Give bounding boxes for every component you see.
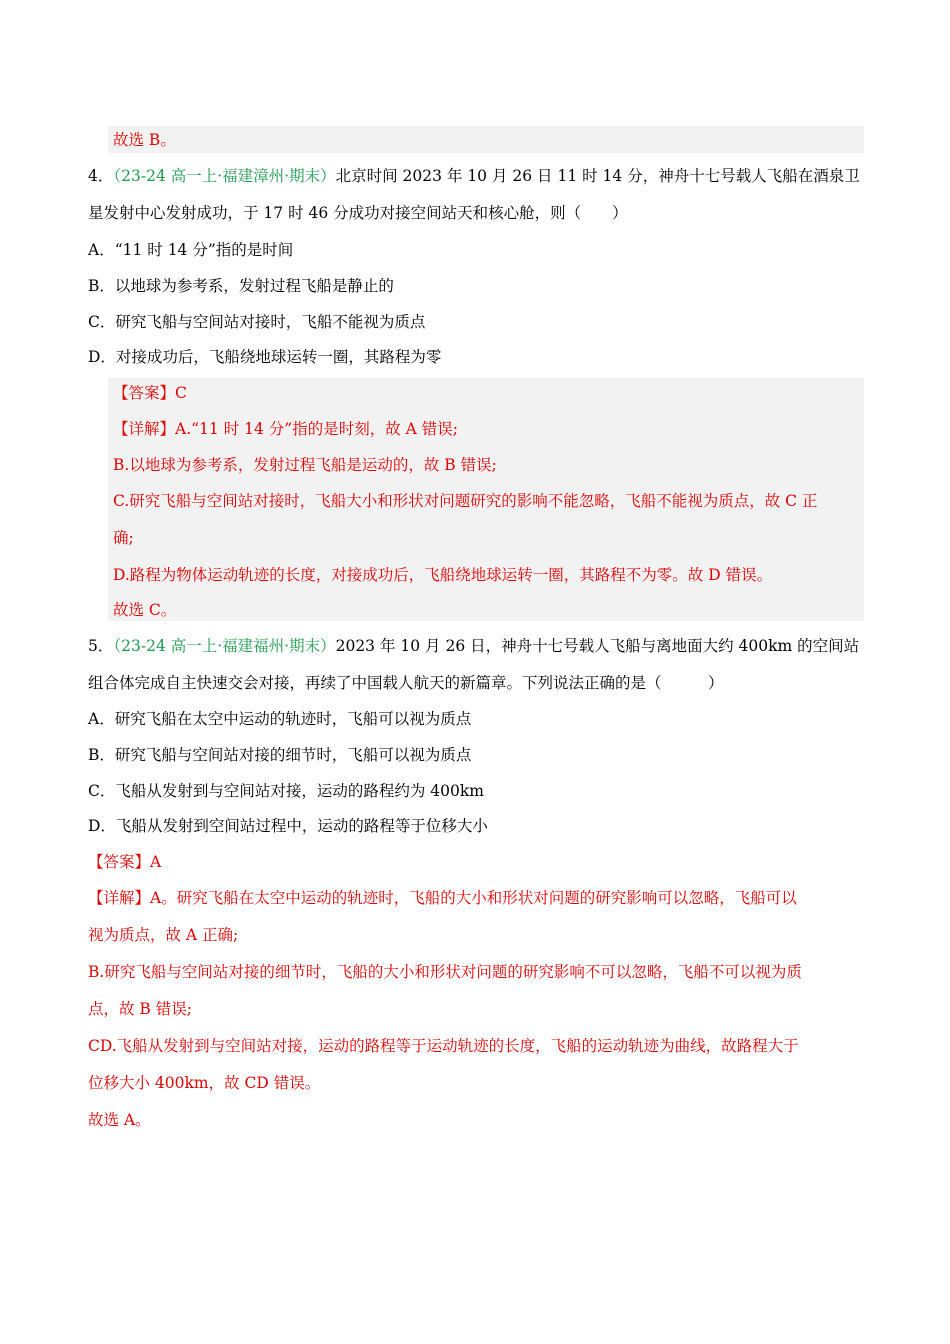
- q5-analysis-line: 点，故 B 错误;: [88, 1000, 192, 1018]
- q5-stem-text: 2023 年 10 月 26 日，神舟十七号载人飞船与离地面大约 400km 的空间站: [335, 637, 860, 655]
- q5-analysis-line: B.研究飞船与空间站对接的细节时，飞船的大小和形状对问题的研究影响不可以忽略，飞船不可以视为质: [88, 963, 802, 981]
- q4-stem-text: 北京时间 2023 年 10 月 26 日 11 时 14 分，神舟十七号载人飞船在酒泉卫: [335, 167, 860, 185]
- q4-stem-line2: 星发射中心发射成功，于 17 时 46 分成功对接空间站天和核心舱，则（ ）: [88, 204, 628, 222]
- q4-source: （23-24 高一上·福建漳州·期末）: [113, 167, 336, 185]
- q5-option-d: D．飞船从发射到空间站过程中，运动的路程等于位移大小: [88, 817, 488, 835]
- q5-answer: 【答案】A: [88, 853, 162, 871]
- q4-option-a: A．“11 时 14 分”指的是时间: [88, 241, 294, 259]
- q5-analysis-line: 位移大小 400km，故 CD 错误。: [88, 1074, 321, 1092]
- q5-number: 5．: [88, 637, 114, 655]
- q4-analysis-line: C.研究飞船与空间站对接时，飞船大小和形状对问题研究的影响不能忽略，飞船不能视为质点，故 C 正: [113, 492, 818, 510]
- q4-number: 4．: [88, 167, 114, 185]
- q4-stem-line1: [88, 166, 864, 186]
- q4-option-b: B．以地球为参考系，发射过程飞船是静止的: [88, 277, 394, 295]
- q5-stem-line1: [88, 636, 864, 656]
- q5-analysis-line: 【详解】A。研究飞船在太空中运动的轨迹时，飞船的大小和形状对问题的研究影响可以忽略，飞船可以: [88, 889, 797, 907]
- q4-answer: 【答案】C: [113, 384, 187, 402]
- q4-option-c: C．研究飞船与空间站对接时，飞船不能视为质点: [88, 313, 426, 331]
- q4-analysis-line: 【详解】A.“11 时 14 分”指的是时刻，故 A 错误;: [113, 420, 458, 438]
- q5-analysis-line: 视为质点，故 A 正确;: [88, 926, 239, 944]
- q4-option-d: D．对接成功后，飞船绕地球运转一圈，其路程为零: [88, 348, 442, 366]
- q5-conclusion: 故选 A。: [88, 1111, 151, 1129]
- q4-conclusion: 故选 C。: [113, 601, 177, 619]
- q4-analysis-line: B.以地球为参考系，发射过程飞船是运动的，故 B 错误;: [113, 456, 497, 474]
- q5-option-c: C．飞船从发射到与空间站对接，运动的路程约为 400km: [88, 782, 484, 800]
- q5-source: （23-24 高一上·福建福州·期末）: [113, 637, 336, 655]
- q5-analysis-line: CD.飞船从发射到与空间站对接，运动的路程等于运动轨迹的长度，飞船的运动轨迹为曲线，故路程大于: [88, 1037, 799, 1055]
- q5-option-a: A．研究飞船在太空中运动的轨迹时，飞船可以视为质点: [88, 710, 472, 728]
- previous-conclusion: 故选 B。: [113, 131, 176, 149]
- q5-option-b: B．研究飞船与空间站对接的细节时，飞船可以视为质点: [88, 746, 472, 764]
- q4-analysis-line: 确;: [113, 529, 134, 547]
- q5-stem-line2: 组合体完成自主快速交会对接，再续了中国载人航天的新篇章。下列说法正确的是（ ）: [88, 674, 724, 692]
- q4-analysis-line: D.路程为物体运动轨迹的长度，对接成功后，飞船绕地球运转一圈，其路程不为零。故 D 错误。: [113, 566, 773, 584]
